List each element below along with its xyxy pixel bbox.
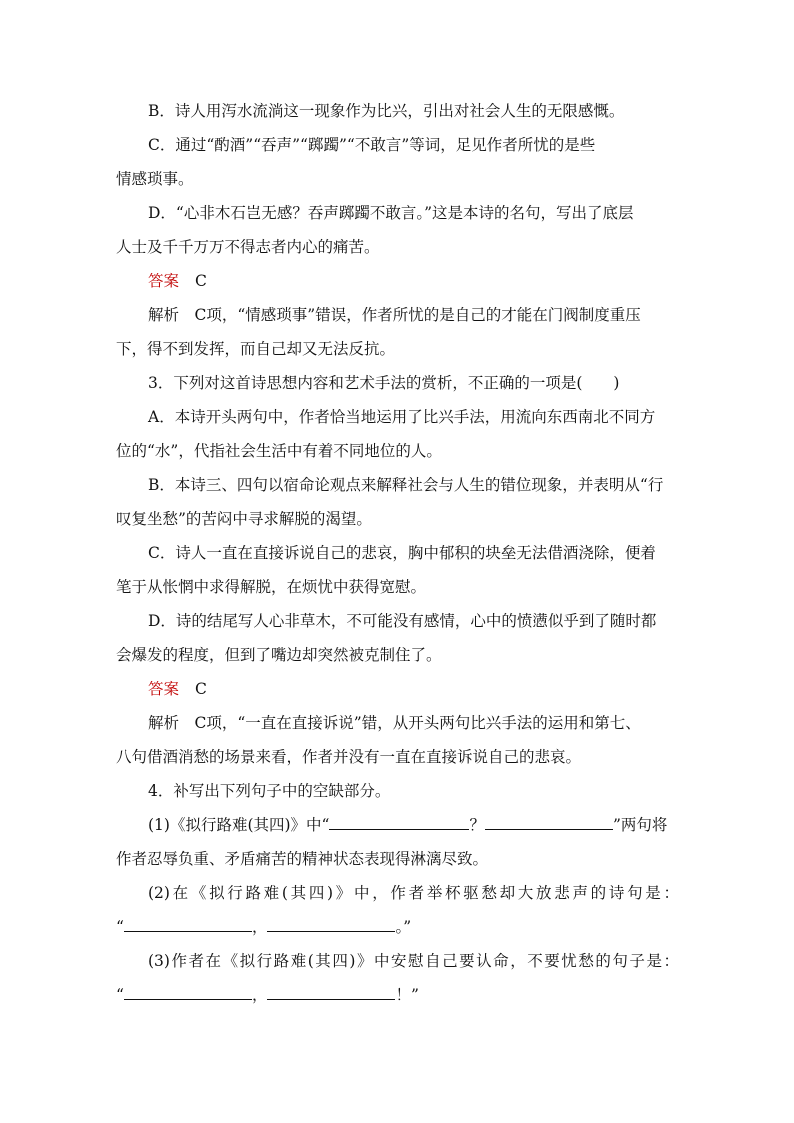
q2-option-c-line2: 情感琐事。 [116,170,194,188]
q4-item-2-line1: (2)在《拟行路难(其四)》中，作者举杯驱愁却大放悲声的诗句是： [148,884,679,902]
q4-item-3-separator: ， [251,986,268,1004]
q4-item-2-blank-2[interactable] [267,913,395,932]
q4-item-1-line1 [116,808,679,842]
q3-answer-value: C [195,680,207,698]
q3-stem: 3．下列对这首诗思想内容和艺术手法的赏析，不正确的一项是( ) [148,374,620,392]
document-body [116,94,679,1012]
q3-analysis-line1: 解析 C项，“一直在直接诉说”错，从开头两句比兴手法的运用和第七、 [148,714,641,732]
q3-option-a-line2: 位的“水”，代指社会生活中有着不同地位的人。 [116,442,442,460]
q4-item-2-blank-1[interactable] [124,913,252,932]
q4-item-3-line1: (3)作者在《拟行路难(其四)》中安慰自己要认命，不要忧愁的句子是： [148,952,679,970]
q4-item-3-blank-1[interactable] [124,981,252,1000]
q3-option-b-line1: B．本诗三、四句以宿命论观点来解释社会与人生的错位现象，并表明从“行 [148,476,664,494]
q2-option-b: B．诗人用泻水流淌这一现象作为比兴，引出对社会人生的无限感慨。 [148,102,625,120]
q3-option-a-line1: A．本诗开头两句中，作者恰当地运用了比兴手法，用流向东西南北不同方 [148,408,656,426]
q4-item-1-blank-2[interactable] [485,811,613,830]
q2-option-c-line1: C．通过“酌酒”“吞声”“踯躅”“不敢言”等词，足见作者所忧的是些 [148,136,596,154]
q4-item-3-open-quote: “ [116,986,124,1004]
q3-option-d-line1: D．诗的结尾写人心非草木，不可能没有感情，心中的愤懑似乎到了随时都 [148,612,657,630]
q2-option-d-line1: D．“心非木石岂无感？吞声踯躅不敢言。”这是本诗的名句，写出了底层 [148,204,634,222]
q4-item-1-blank-1[interactable] [329,811,469,830]
q2-answer-label: 答案 [148,272,180,290]
q3-option-c-line1: C．诗人一直在直接诉说自己的悲哀，胸中郁积的块垒无法借酒浇除，便着 [148,544,656,562]
q3-option-c-line2: 笔于从怅惘中求得解脱，在烦忧中获得宽慰。 [116,578,427,596]
q4-item-1-suffix: ”两句将 [613,816,668,834]
q4-item-2-separator: ， [251,918,268,936]
q2-option-d-line2: 人士及千千万万不得志者内心的痛苦。 [116,238,380,256]
q4-item-2-line2 [116,910,679,944]
q2-analysis-line1: 解析 C项，“情感琐事”错误，作者所忧的是自己的才能在门阀制度重压 [148,306,641,324]
q3-answer [116,672,679,706]
q4-stem: 4．补写出下列句子中的空缺部分。 [148,782,391,800]
q4-item-2-close-quote: 。” [395,918,412,936]
q3-option-d-line2: 会爆发的程度，但到了嘴边却突然被克制住了。 [116,646,442,664]
q4-item-3-line2 [116,978,679,1012]
q3-option-b-line2: 叹复坐愁”的苦闷中寻求解脱的渴望。 [116,510,372,528]
q4-item-2-open-quote: “ [116,918,124,936]
q3-answer-label: 答案 [148,680,180,698]
q4-item-1-prefix: (1)《拟行路难(其四)》中“ [148,816,330,834]
q2-analysis-line2: 下，得不到发挥，而自己却又无法反抗。 [116,340,396,358]
q4-item-3-blank-2[interactable] [267,981,395,1000]
q4-item-1-line2: 作者忍辱负重、矛盾痛苦的精神状态表现得淋漓尽致。 [116,850,489,868]
q3-analysis-line2: 八句借酒消愁的场景来看，作者并没有一直在直接诉说自己的悲哀。 [116,748,582,766]
q2-answer-value: C [195,272,207,290]
q2-answer [116,264,679,298]
q4-item-1-separator: ？ [469,816,485,834]
q4-item-3-close-quote: ！” [395,986,419,1004]
